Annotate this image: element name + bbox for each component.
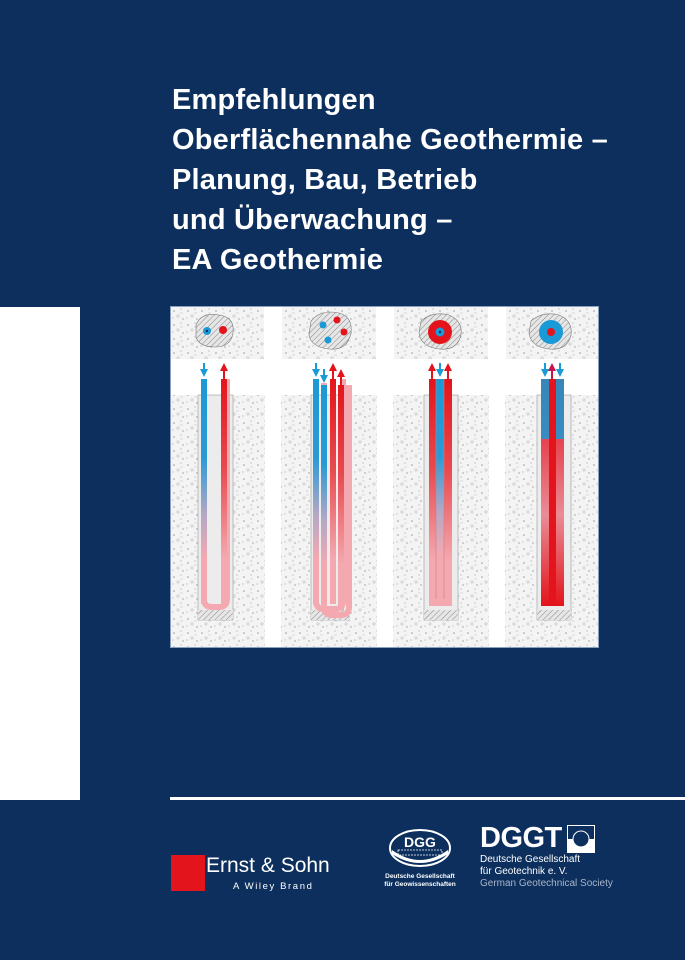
white-side-band <box>0 307 80 800</box>
dgg-line-2: für Geowissenschaften <box>384 881 456 888</box>
dgg-emblem-icon <box>388 828 452 868</box>
title-line-1: Empfehlungen <box>172 84 376 116</box>
title-line-4: und Überwachung – <box>172 204 453 236</box>
dggt-line-1: Deutsche Gesellschaft <box>480 854 581 865</box>
title-line-2: Oberflächennahe Geothermie – <box>172 124 608 156</box>
dggt-line-3: German Geotechnical Society <box>480 878 613 889</box>
dgg-logo <box>385 828 455 889</box>
ernst-sohn-red-square-icon <box>171 855 205 891</box>
title-line-5: EA Geothermie <box>172 244 384 276</box>
dggt-line-2: für Geotechnik e. V. <box>480 866 568 877</box>
publisher-tagline: A Wiley Brand <box>233 881 314 892</box>
svg-text:DGG: DGG <box>404 834 436 850</box>
dggt-wordmark: DGGT <box>480 822 562 854</box>
divider-line <box>170 797 685 800</box>
publisher-name: Ernst & Sohn <box>206 854 330 877</box>
book-title <box>172 80 608 280</box>
dggt-logo <box>480 822 613 890</box>
geothermal-probe-illustration <box>170 306 599 648</box>
dggt-emblem-icon <box>567 825 595 853</box>
title-line-3: Planung, Bau, Betrieb <box>172 164 478 196</box>
dgg-line-1: Deutsche Gesellschaft <box>385 873 455 880</box>
